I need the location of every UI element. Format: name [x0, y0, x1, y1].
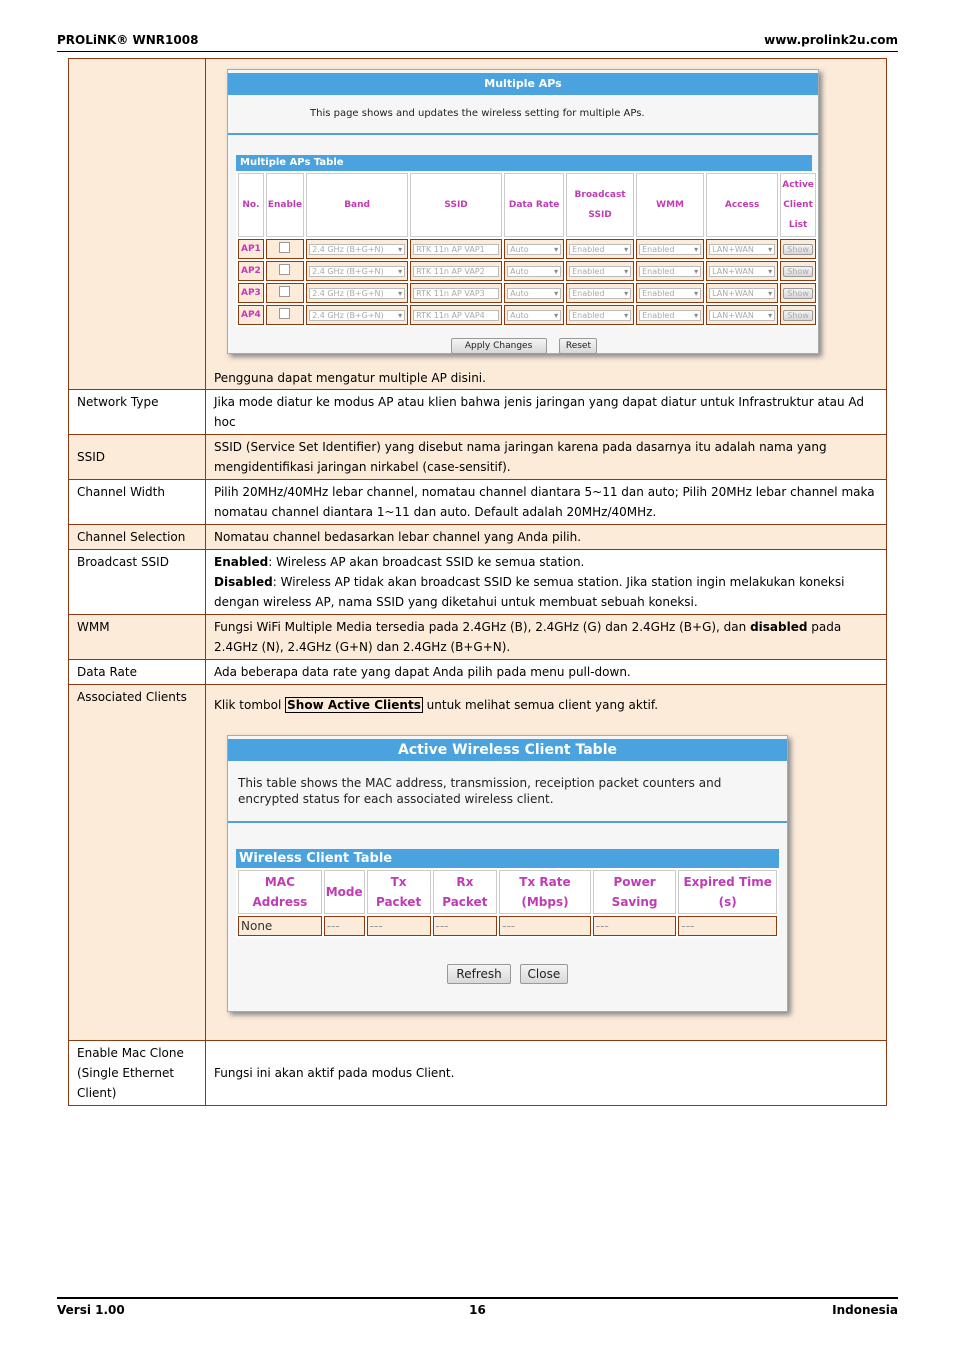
band-select[interactable] — [309, 244, 405, 255]
dropdown-arrow-icon: ▾ — [768, 266, 773, 276]
table-row — [69, 660, 887, 685]
enabled-desc: : Wireless AP akan broadcast SSID ke semua station. — [268, 555, 585, 569]
broadcast-ssid-select-value: Enabled — [572, 288, 605, 298]
desc-network-type: Jika mode diatur ke modus AP atau klien bahwa jenis jaringan yang dapat diatur untuk Infrastruktur atau Ad hoc — [206, 390, 887, 435]
wmm-select-value: Enabled — [642, 310, 675, 320]
column-header: Active Client List — [780, 173, 816, 237]
table-row — [238, 283, 816, 303]
refresh-button[interactable]: Refresh — [447, 964, 511, 984]
multiple-aps-table — [236, 171, 818, 327]
page-header — [57, 33, 898, 52]
dropdown-arrow-icon: ▾ — [694, 244, 699, 254]
table-row — [238, 261, 816, 281]
table-cell: --- — [433, 916, 498, 936]
label-network-type: Network Type — [69, 390, 206, 435]
broadcast-ssid-select-value: Enabled — [572, 244, 605, 254]
data-rate-select[interactable] — [507, 310, 561, 321]
dropdown-arrow-icon: ▾ — [398, 288, 403, 298]
dropdown-arrow-icon: ▾ — [694, 266, 699, 276]
ap-id: AP4 — [241, 310, 261, 320]
desc-data-rate: Ada beberapa data rate yang dapat Anda pilih pada menu pull-down. — [206, 660, 887, 685]
table-row — [69, 1041, 887, 1106]
ap-id: AP1 — [241, 244, 261, 254]
label-channel-selection: Channel Selection — [69, 525, 206, 550]
reset-button[interactable]: Reset — [559, 338, 597, 354]
dropdown-arrow-icon: ▾ — [768, 310, 773, 320]
wmm-select[interactable] — [639, 244, 701, 255]
multiple-aps-table-title: Multiple APs Table — [236, 155, 812, 171]
enable-checkbox[interactable] — [279, 264, 290, 275]
active-client-screenshot — [227, 735, 788, 1012]
access-select[interactable] — [709, 266, 775, 277]
desc-channel-selection: Nomatau channel bedasarkan lebar channel yang Anda pilih. — [206, 525, 887, 550]
dropdown-arrow-icon: ▾ — [398, 310, 403, 320]
table-row — [69, 685, 887, 1041]
table-row — [238, 305, 816, 325]
page-number: 16 — [469, 1303, 486, 1317]
enable-checkbox[interactable] — [279, 242, 290, 253]
broadcast-ssid-select[interactable] — [569, 244, 631, 255]
dropdown-arrow-icon: ▾ — [624, 266, 629, 276]
data-rate-select-value: Auto — [510, 288, 529, 298]
dropdown-arrow-icon: ▾ — [554, 266, 559, 276]
ap-id: AP2 — [241, 266, 261, 276]
table-row — [69, 390, 887, 435]
column-header: Tx Packet — [367, 870, 431, 914]
band-select[interactable] — [309, 266, 405, 277]
show-clients-button[interactable]: Show — [783, 310, 813, 321]
ap-id: AP3 — [241, 288, 261, 298]
page-footer — [57, 1297, 898, 1319]
table-row — [238, 239, 816, 259]
ssid-input[interactable] — [413, 244, 499, 255]
multiple-aps-screenshot — [227, 69, 819, 354]
dropdown-arrow-icon: ▾ — [398, 244, 403, 254]
wmm-desc-1: Fungsi WiFi Multiple Media tersedia pada 2.4GHz (B), 2.4GHz (G) dan 2.4GHz (B+G), dan — [214, 620, 751, 634]
dropdown-arrow-icon: ▾ — [768, 288, 773, 298]
divider — [228, 821, 787, 823]
enabled-term: Enabled — [214, 555, 269, 569]
access-select-value: LAN+WAN — [712, 310, 754, 320]
table-cell: --- — [593, 916, 677, 936]
column-header: Band — [306, 173, 408, 237]
wmm-desc-2: pada 2.4GHz (N), 2.4GHz (G+N) dan 2.4GHz (B+G+N). — [214, 620, 842, 654]
apply-changes-button[interactable]: Apply Changes — [451, 338, 547, 354]
table-cell: None — [238, 916, 322, 936]
data-rate-select-value: Auto — [510, 244, 529, 254]
wireless-client-table — [236, 868, 779, 938]
data-rate-select[interactable] — [507, 244, 561, 255]
broadcast-ssid-select[interactable] — [569, 266, 631, 277]
dropdown-arrow-icon: ▾ — [768, 244, 773, 254]
label-broadcast-ssid: Broadcast SSID — [69, 550, 206, 615]
header-product: PROLiNK® WNR1008 — [57, 33, 199, 47]
active-client-desc: This table shows the MAC address, transmission, receiption packet counters and encrypted status for each associated wireless client. — [238, 776, 722, 806]
ssid-input-value: RTK 11n AP VAP4 — [416, 310, 485, 320]
table-row — [69, 480, 887, 525]
wireless-client-table-title: Wireless Client Table — [236, 849, 779, 868]
column-header: SSID — [410, 173, 502, 237]
band-select-value: 2.4 GHz (B+G+N) — [312, 266, 384, 276]
multiple-aps-title: Multiple APs — [228, 73, 818, 95]
label-channel-width: Channel Width — [69, 480, 206, 525]
disabled-desc: : Wireless AP tidak akan broadcast SSID ke semua station. Jika station ingin melakukan koneksi dengan wireless AP, nama SSID yang diketahui untuk membuat sebuah koneksi. — [214, 575, 845, 609]
dropdown-arrow-icon: ▾ — [624, 244, 629, 254]
dropdown-arrow-icon: ▾ — [694, 310, 699, 320]
dropdown-arrow-icon: ▾ — [554, 288, 559, 298]
column-header: No. — [238, 173, 264, 237]
column-header: Broadcast SSID — [566, 173, 634, 237]
wmm-select[interactable] — [639, 310, 701, 321]
wmm-select[interactable] — [639, 288, 701, 299]
footer-language: Indonesia — [832, 1303, 898, 1317]
column-header: WMM — [636, 173, 704, 237]
table-row — [69, 550, 887, 615]
ssid-input[interactable] — [413, 288, 499, 299]
access-select[interactable] — [709, 288, 775, 299]
assoc-desc-1: Klik tombol — [214, 698, 286, 712]
access-select-value: LAN+WAN — [712, 244, 754, 254]
show-clients-button[interactable]: Show — [783, 288, 813, 299]
multiple-aps-caption: Pengguna dapat mengatur multiple AP disini. — [214, 371, 486, 385]
desc-mac-clone: Fungsi ini akan aktif pada modus Client. — [206, 1041, 887, 1106]
broadcast-ssid-select-value: Enabled — [572, 266, 605, 276]
band-select[interactable] — [309, 288, 405, 299]
column-header: Mode — [324, 870, 365, 914]
wmm-select[interactable] — [639, 266, 701, 277]
desc-associated-clients — [214, 695, 878, 715]
table-cell: --- — [367, 916, 431, 936]
assoc-desc-2: untuk melihat semua client yang aktif. — [422, 698, 659, 712]
broadcast-ssid-select-value: Enabled — [572, 310, 605, 320]
column-header: Power Saving — [593, 870, 677, 914]
data-rate-select-value: Auto — [510, 266, 529, 276]
table-cell: --- — [324, 916, 365, 936]
ssid-input[interactable] — [413, 266, 499, 277]
band-select[interactable] — [309, 310, 405, 321]
column-header: Rx Packet — [433, 870, 498, 914]
access-select[interactable] — [709, 244, 775, 255]
table-row — [69, 59, 887, 390]
table-row — [69, 525, 887, 550]
footer-version: Versi 1.00 — [57, 1303, 125, 1317]
access-select-value: LAN+WAN — [712, 266, 754, 276]
dropdown-arrow-icon: ▾ — [694, 288, 699, 298]
data-rate-select-value: Auto — [510, 310, 529, 320]
table-row — [69, 435, 887, 480]
wmm-disabled-term: disabled — [750, 620, 808, 634]
band-select-value: 2.4 GHz (B+G+N) — [312, 310, 384, 320]
table-row — [69, 615, 887, 660]
dropdown-arrow-icon: ▾ — [554, 244, 559, 254]
data-rate-select[interactable] — [507, 288, 561, 299]
show-clients-button[interactable]: Show — [783, 266, 813, 277]
column-header: Tx Rate (Mbps) — [499, 870, 591, 914]
table-cell: --- — [499, 916, 591, 936]
dropdown-arrow-icon: ▾ — [624, 310, 629, 320]
column-header: Enable — [266, 173, 304, 237]
ssid-input-value: RTK 11n AP VAP3 — [416, 288, 485, 298]
disabled-term: Disabled — [214, 575, 273, 589]
label-wmm: WMM — [69, 615, 206, 660]
ssid-input-value: RTK 11n AP VAP2 — [416, 266, 485, 276]
dropdown-arrow-icon: ▾ — [554, 310, 559, 320]
enable-checkbox[interactable] — [279, 308, 290, 319]
wmm-select-value: Enabled — [642, 288, 675, 298]
dropdown-arrow-icon: ▾ — [398, 266, 403, 276]
column-header: Access — [706, 173, 778, 237]
desc-broadcast-ssid — [206, 550, 887, 615]
access-select-value: LAN+WAN — [712, 288, 754, 298]
show-active-clients-label: Show Active Clients — [287, 698, 421, 712]
wmm-select-value: Enabled — [642, 266, 675, 276]
label-associated-clients: Associated Clients — [69, 685, 206, 1041]
dropdown-arrow-icon: ▾ — [624, 288, 629, 298]
band-select-value: 2.4 GHz (B+G+N) — [312, 288, 384, 298]
broadcast-ssid-select[interactable] — [569, 288, 631, 299]
ssid-input[interactable] — [413, 310, 499, 321]
access-select[interactable] — [709, 310, 775, 321]
label-data-rate: Data Rate — [69, 660, 206, 685]
label-mac-clone: Enable Mac Clone (Single Ethernet Client) — [69, 1041, 206, 1106]
table-cell: --- — [678, 916, 777, 936]
desc-channel-width: Pilih 20MHz/40MHz lebar channel, nomatau channel diantara 5~11 dan auto; Pilih 20MHz lebar channel maka nomatau channel diantara 1~11 dan auto. Default adalah 20MHz/40MHz. — [206, 480, 887, 525]
settings-table — [68, 58, 887, 1106]
divider — [228, 133, 818, 135]
multiple-aps-desc: This page shows and updates the wireless setting for multiple APs. — [310, 108, 645, 119]
show-clients-button[interactable]: Show — [783, 244, 813, 255]
wmm-select-value: Enabled — [642, 244, 675, 254]
desc-wmm — [206, 615, 887, 660]
header-website: www.prolink2u.com — [764, 33, 898, 47]
column-header: MAC Address — [238, 870, 322, 914]
broadcast-ssid-select[interactable] — [569, 310, 631, 321]
column-header: Data Rate — [504, 173, 564, 237]
close-button[interactable]: Close — [520, 964, 568, 984]
active-client-title: Active Wireless Client Table — [228, 739, 787, 761]
ssid-input-value: RTK 11n AP VAP1 — [416, 244, 485, 254]
data-rate-select[interactable] — [507, 266, 561, 277]
enable-checkbox[interactable] — [279, 286, 290, 297]
band-select-value: 2.4 GHz (B+G+N) — [312, 244, 384, 254]
label-ssid: SSID — [69, 435, 206, 480]
column-header: Expired Time (s) — [678, 870, 777, 914]
desc-ssid: SSID (Service Set Identifier) yang disebut nama jaringan karena pada dasarnya itu adalah nama yang mengidentifikasi jaringan nirkabel (case-sensitif). — [206, 435, 887, 480]
